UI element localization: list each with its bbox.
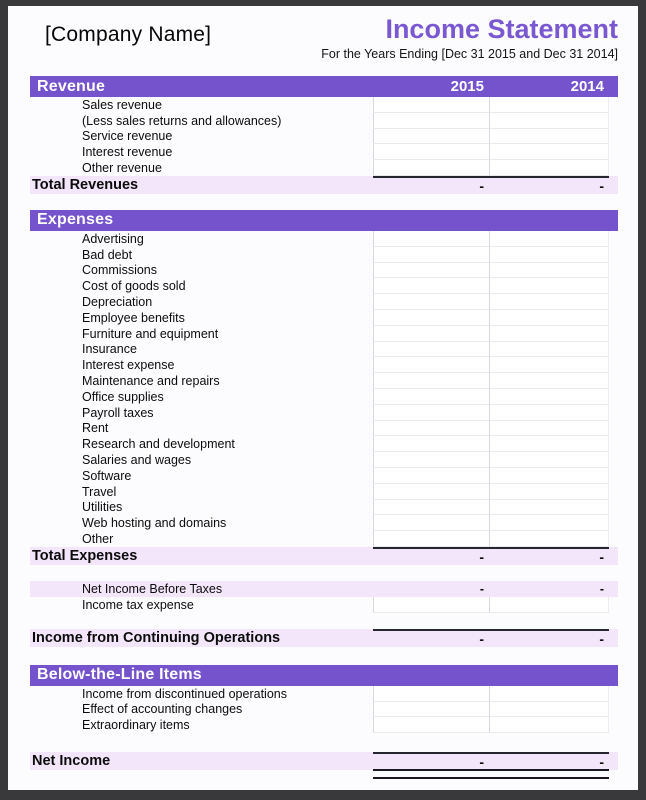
value-cell-2014[interactable] xyxy=(489,468,609,484)
value-cell-2015[interactable] xyxy=(373,326,489,342)
line-item-row xyxy=(30,717,618,733)
document-header xyxy=(30,14,618,64)
section-title-expenses: Expenses xyxy=(37,211,114,229)
value-cell-2015[interactable] xyxy=(373,342,489,358)
line-item-row xyxy=(30,247,618,263)
line-item-row xyxy=(30,373,618,389)
value-cell-2014[interactable] xyxy=(489,421,609,437)
continuing-operations-2015: - xyxy=(479,630,484,647)
value-cell-2015[interactable] xyxy=(373,436,489,452)
line-item-label: Other xyxy=(82,532,114,547)
value-cell-2014[interactable] xyxy=(489,717,609,733)
value-cell-2014[interactable] xyxy=(489,231,609,247)
section-title-revenue: Revenue xyxy=(37,77,106,95)
value-cell-2015[interactable] xyxy=(373,389,489,405)
value-cell-2014[interactable] xyxy=(489,686,609,702)
value-cell-2014[interactable] xyxy=(489,129,609,145)
value-cell-2015[interactable] xyxy=(373,278,489,294)
value-cell-2014[interactable] xyxy=(489,357,609,373)
line-item-label: Employee benefits xyxy=(82,310,185,325)
section-spacer xyxy=(30,733,618,752)
line-item-row xyxy=(30,500,618,516)
total-expenses-row xyxy=(30,547,618,565)
line-item-label: Travel xyxy=(82,484,117,499)
value-cell-2014[interactable] xyxy=(489,405,609,421)
value-cell-2015[interactable] xyxy=(373,597,489,613)
line-item-row xyxy=(30,357,618,373)
value-cell-2015[interactable] xyxy=(373,500,489,516)
value-cell-2015[interactable] xyxy=(373,373,489,389)
line-item-label: Interest expense xyxy=(82,358,175,373)
line-item-row xyxy=(30,144,618,160)
net-income-before-taxes-row xyxy=(30,581,618,597)
income-from-continuing-operations-row xyxy=(30,629,618,647)
line-item-row xyxy=(30,531,618,547)
net-income-label: Net Income xyxy=(32,753,111,770)
value-cell-2015[interactable] xyxy=(373,160,489,176)
value-cell-2015[interactable] xyxy=(373,113,489,129)
income-tax-expense-label: Income tax expense xyxy=(82,597,194,612)
value-cell-2014[interactable] xyxy=(489,500,609,516)
value-cell-2015[interactable] xyxy=(373,294,489,310)
value-cell-2014[interactable] xyxy=(489,144,609,160)
net-income-row xyxy=(30,752,618,770)
value-cell-2014[interactable] xyxy=(489,310,609,326)
net-income-before-taxes-2014: - xyxy=(599,581,604,596)
line-item-row xyxy=(30,686,618,702)
line-item-label: Depreciation xyxy=(82,295,153,310)
line-item-row xyxy=(30,484,618,500)
value-cell-2014[interactable] xyxy=(489,597,609,613)
total-revenues-row xyxy=(30,176,618,194)
value-cell-2014[interactable] xyxy=(489,531,609,547)
line-item-label: Bad debt xyxy=(82,247,133,262)
value-cell-2015[interactable] xyxy=(373,310,489,326)
line-item-row xyxy=(30,97,618,113)
value-cell-2015[interactable] xyxy=(373,452,489,468)
line-item-label: Furniture and equipment xyxy=(82,326,219,341)
value-cell-2014[interactable] xyxy=(489,113,609,129)
line-item-label: Sales revenue xyxy=(82,97,162,112)
line-item-row xyxy=(30,436,618,452)
section-spacer xyxy=(30,194,618,210)
net-income-before-taxes-2015: - xyxy=(479,581,484,596)
total-revenues-label: Total Revenues xyxy=(32,176,139,193)
company-name[interactable]: [Company Name] xyxy=(45,23,212,46)
section-spacer xyxy=(30,565,618,581)
line-item-row xyxy=(30,231,618,247)
value-cell-2015[interactable] xyxy=(373,468,489,484)
value-cell-2015[interactable] xyxy=(373,421,489,437)
column-header-2015: 2015 xyxy=(450,78,484,95)
total-expenses-2015: - xyxy=(479,548,484,565)
line-item-label: Salaries and wages xyxy=(82,453,192,468)
value-cell-2015[interactable] xyxy=(373,144,489,160)
line-item-row xyxy=(30,405,618,421)
value-cell-2014[interactable] xyxy=(489,263,609,279)
net-income-2015: - xyxy=(479,754,484,771)
line-item-label: Other revenue xyxy=(82,161,162,176)
section-spacer xyxy=(30,613,618,629)
line-item-label: Interest revenue xyxy=(82,145,173,160)
value-cell-2015[interactable] xyxy=(373,263,489,279)
section-header-revenue xyxy=(30,76,618,97)
line-item-row xyxy=(30,263,618,279)
value-cell-2014[interactable] xyxy=(489,389,609,405)
value-cell-2014[interactable] xyxy=(489,515,609,531)
value-cell-2015[interactable] xyxy=(373,531,489,547)
income-from-continuing-operations-label: Income from Continuing Operations xyxy=(32,629,281,646)
section-header-below-the-line xyxy=(30,665,618,686)
line-item-label: Payroll taxes xyxy=(82,405,154,420)
income-statement-page xyxy=(8,6,638,790)
line-item-label: Extraordinary items xyxy=(82,718,190,733)
line-item-row xyxy=(30,421,618,437)
line-item-row xyxy=(30,342,618,358)
value-cell-2014[interactable] xyxy=(489,342,609,358)
line-item-row xyxy=(30,278,618,294)
total-revenues-2015: - xyxy=(479,177,484,194)
line-item-label: Software xyxy=(82,468,132,483)
value-cell-2014[interactable] xyxy=(489,97,609,113)
value-cell-2015[interactable] xyxy=(373,686,489,702)
page-subtitle: For the Years Ending [Dec 31 2015 and Dec 31 2014] xyxy=(321,47,618,61)
line-item-row xyxy=(30,129,618,145)
value-cell-2015[interactable] xyxy=(373,405,489,421)
value-cell-2014[interactable] xyxy=(489,436,609,452)
line-item-label: Rent xyxy=(82,421,109,436)
section-header-expenses xyxy=(30,210,618,231)
value-cell-2014[interactable] xyxy=(489,294,609,310)
value-cell-2015[interactable] xyxy=(373,231,489,247)
line-item-row xyxy=(30,452,618,468)
value-cell-2015[interactable] xyxy=(373,717,489,733)
line-item-label: Commissions xyxy=(82,263,158,278)
line-item-label: Research and development xyxy=(82,437,235,452)
line-item-label: Utilities xyxy=(82,500,123,515)
line-item-row xyxy=(30,294,618,310)
value-cell-2014[interactable] xyxy=(489,160,609,176)
line-item-label: Web hosting and domains xyxy=(82,516,227,531)
line-item-row xyxy=(30,389,618,405)
continuing-operations-2014: - xyxy=(599,630,604,647)
line-item-label: Service revenue xyxy=(82,129,173,144)
total-expenses-label: Total Expenses xyxy=(32,547,138,564)
line-item-label: (Less sales returns and allowances) xyxy=(82,113,282,128)
value-cell-2014[interactable] xyxy=(489,278,609,294)
value-cell-2014[interactable] xyxy=(489,452,609,468)
line-item-row xyxy=(30,160,618,176)
value-cell-2014[interactable] xyxy=(489,247,609,263)
line-item-label: Maintenance and repairs xyxy=(82,374,220,389)
line-item-row xyxy=(30,326,618,342)
value-cell-2015[interactable] xyxy=(373,247,489,263)
title-block xyxy=(321,14,618,61)
value-cell-2014[interactable] xyxy=(489,326,609,342)
section-spacer xyxy=(30,647,618,665)
value-cell-2014[interactable] xyxy=(489,373,609,389)
line-item-row xyxy=(30,310,618,326)
value-cell-2015[interactable] xyxy=(373,129,489,145)
column-header-2014: 2014 xyxy=(570,78,604,95)
value-cell-2014[interactable] xyxy=(489,484,609,500)
total-revenues-2014: - xyxy=(599,177,604,194)
value-cell-2015[interactable] xyxy=(373,357,489,373)
value-cell-2014[interactable] xyxy=(489,702,609,718)
total-expenses-2014: - xyxy=(599,548,604,565)
section-title-below-the-line: Below-the-Line Items xyxy=(37,666,202,684)
net-income-2014: - xyxy=(599,754,604,771)
line-item-label: Cost of goods sold xyxy=(82,279,186,294)
value-cell-2015[interactable] xyxy=(373,515,489,531)
value-cell-2015[interactable] xyxy=(373,97,489,113)
line-item-label: Insurance xyxy=(82,342,137,357)
page-title: Income Statement xyxy=(385,14,618,44)
line-item-row xyxy=(30,515,618,531)
value-cell-2015[interactable] xyxy=(373,702,489,718)
line-item-row xyxy=(30,113,618,129)
line-item-row xyxy=(30,702,618,718)
line-item-label: Advertising xyxy=(82,231,144,246)
line-item-label: Office supplies xyxy=(82,389,164,404)
line-item-label: Income from discontinued operations xyxy=(82,686,287,701)
line-item-row xyxy=(30,468,618,484)
line-item-label: Effect of accounting changes xyxy=(82,702,243,717)
value-cell-2015[interactable] xyxy=(373,484,489,500)
net-income-before-taxes-label: Net Income Before Taxes xyxy=(82,581,223,596)
income-tax-expense-row xyxy=(30,597,618,613)
